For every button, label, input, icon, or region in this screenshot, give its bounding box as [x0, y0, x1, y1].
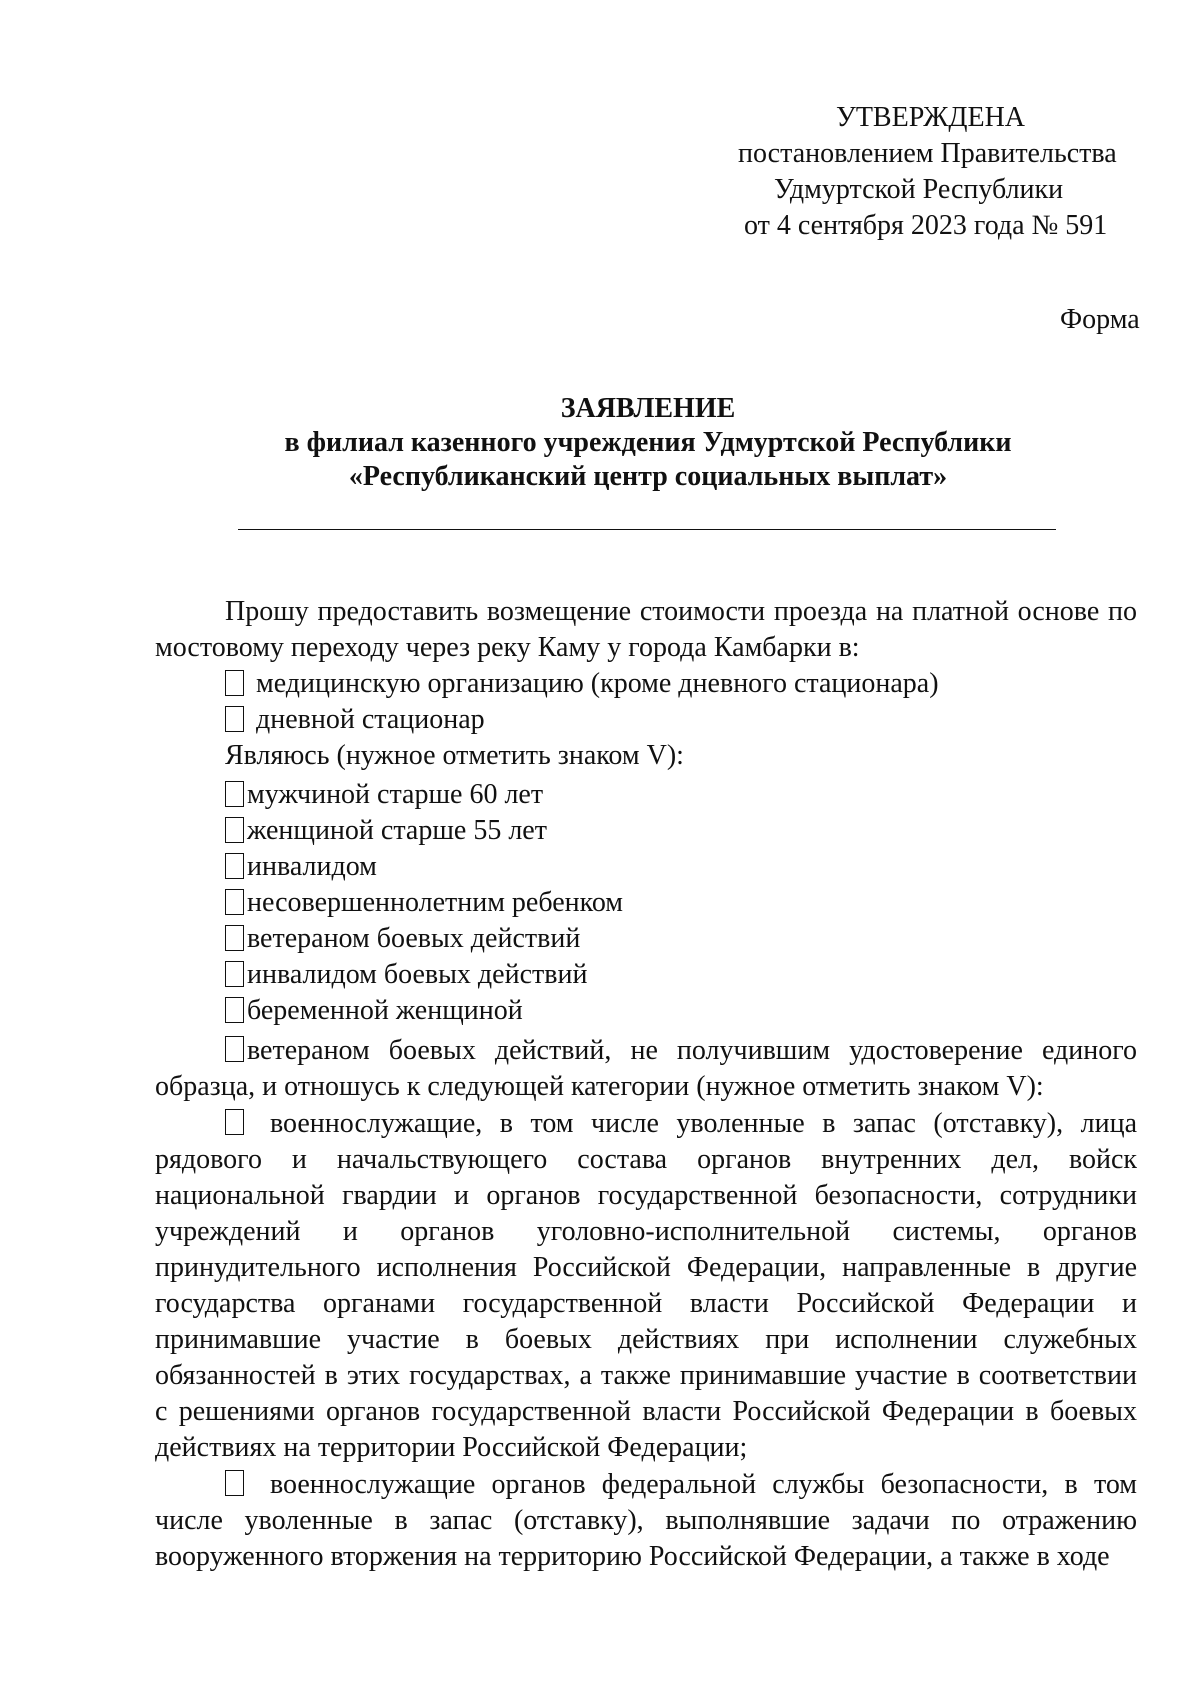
status-option-veteran-no-certificate[interactable] — [155, 1032, 1137, 1105]
status-option-combat-disabled[interactable] — [225, 957, 1137, 993]
title-recipient: в филиал казенного учреждения Удмуртской Республики — [284, 427, 1012, 458]
title-heading: ЗАЯВЛЕНИЕ — [560, 393, 736, 424]
category-option-fsb-servicemen[interactable] — [155, 1466, 1137, 1575]
option-label: мужчиной старше 60 лет — [247, 779, 544, 810]
checkbox[interactable] — [225, 889, 244, 915]
title-organization: «Республиканский центр социальных выплат» — [348, 461, 948, 492]
option-label: военнослужащие, в том числе уволенные в запас (отставку), лица рядового и начальствующего состава органов внутренних дел, войск национальной гвардии и органов государственной безопасности, сотрудники учреждений и органов уголовно-исполнительной системы, органов принудительного исполнения Российской Федерации, направленные в другие государства органами государственной власти Российской Федерации и принимавшие участие в боевых действиях при исполнении служебных обязанностей в этих государствах, а также принимавшие участие в соответствии с решениями органов государственной власти Российской Федерации в боевых действиях на территории Российской Федерации; — [155, 1108, 1137, 1463]
checkbox[interactable] — [225, 853, 244, 879]
status-option-female-55[interactable] — [225, 813, 1137, 849]
checkbox[interactable] — [225, 1470, 244, 1496]
status-option-pregnant[interactable] — [225, 993, 1137, 1029]
checkbox[interactable] — [225, 961, 244, 987]
approval-resolution: постановлением Правительства — [738, 138, 1117, 169]
checkbox[interactable] — [225, 670, 244, 696]
option-label: инвалидом боевых действий — [247, 959, 588, 990]
option-label: женщиной старше 55 лет — [247, 815, 547, 846]
option-label: несовершеннолетним ребенком — [247, 887, 624, 918]
form-label: Форма — [1060, 304, 1140, 335]
checkbox[interactable] — [225, 706, 244, 732]
status-option-male-60[interactable] — [225, 777, 1137, 813]
branch-name-blank-line[interactable] — [238, 529, 1056, 530]
option-label: ветераном боевых действий, не получившим удостоверение единого образца, и отношусь к следующей категории (нужное отметить знаком V): — [155, 1035, 1137, 1102]
checkbox[interactable] — [225, 1036, 244, 1062]
approval-heading: УТВЕРЖДЕНА — [836, 102, 1026, 133]
checkbox[interactable] — [225, 997, 244, 1023]
destination-option-medical[interactable] — [225, 666, 1137, 702]
approval-authority: Удмуртской Республики — [774, 174, 1064, 205]
status-option-minor[interactable] — [225, 885, 1137, 921]
status-option-combat-veteran[interactable] — [225, 921, 1137, 957]
status-option-disabled[interactable] — [225, 849, 1137, 885]
category-option-servicemen[interactable] — [155, 1105, 1137, 1466]
checkbox[interactable] — [225, 817, 244, 843]
option-label: дневной стационар — [256, 704, 485, 735]
option-label: ветераном боевых действий — [247, 923, 581, 954]
option-label: инвалидом — [247, 851, 377, 882]
approval-stamp — [738, 100, 1138, 244]
request-paragraph: Прошу предоставить возмещение стоимости проезда на платной основе по мостовому переходу через реку Каму у города Камбарки в: — [155, 596, 1137, 663]
checkbox[interactable] — [225, 781, 244, 807]
approval-date-number: от 4 сентября 2023 года № 591 — [744, 210, 1108, 241]
checkbox[interactable] — [225, 925, 244, 951]
checkbox[interactable] — [225, 1109, 244, 1135]
option-label: медицинскую организацию (кроме дневного стационара) — [256, 668, 939, 699]
status-prompt: Являюсь (нужное отметить знаком V): — [225, 740, 684, 771]
option-label: военнослужащие органов федеральной службы безопасности, в том числе уволенные в запас (отставку), выполнявшие задачи по отражению вооруженного вторжения на территорию Российской Федерации, а также в ходе — [155, 1469, 1137, 1572]
destination-option-day-hospital[interactable] — [225, 702, 1137, 738]
application-body — [155, 594, 1137, 1575]
option-label: беременной женщиной — [247, 995, 523, 1026]
document-title — [150, 392, 1146, 494]
